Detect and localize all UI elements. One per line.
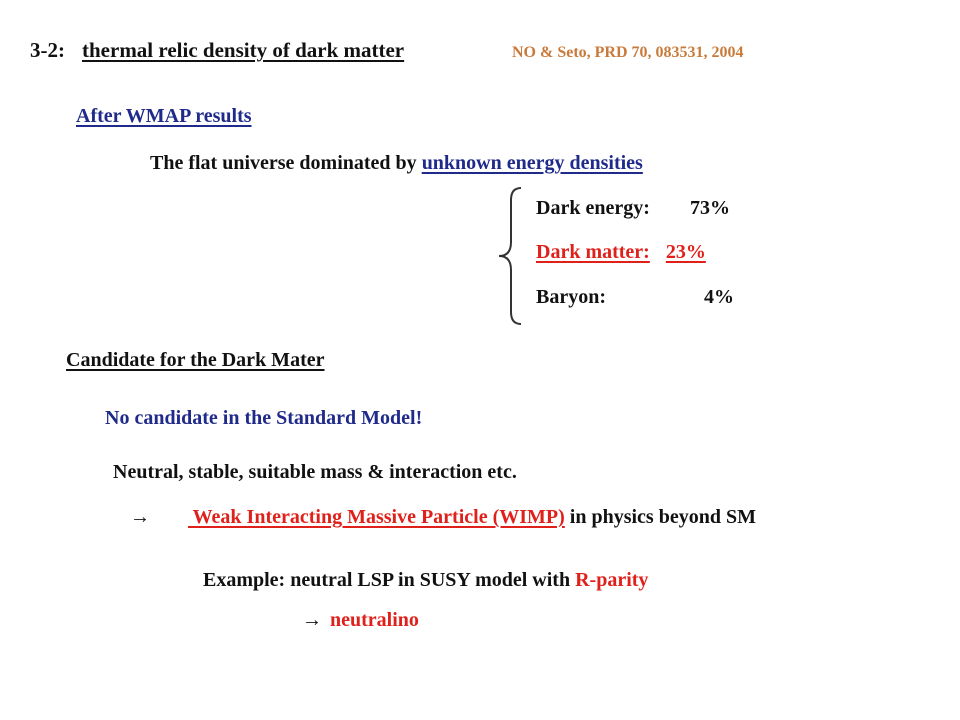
- example-prefix: Example: neutral LSP in SUSY model with: [203, 569, 576, 591]
- flat-universe-line: [150, 153, 643, 173]
- baryon-label: Baryon:: [536, 286, 606, 308]
- dark-matter-row: [536, 242, 706, 262]
- dark-matter-label: Dark matter:: [536, 241, 650, 263]
- arrow-right-icon: →: [302, 609, 322, 631]
- candidate-heading: Candidate for the Dark Mater: [66, 349, 325, 371]
- arrow-right-icon: →: [130, 506, 150, 528]
- reference-citation: NO & Seto, PRD 70, 083531, 2004: [512, 44, 744, 61]
- dark-energy-label: Dark energy:: [536, 197, 650, 219]
- neutralino: neutralino: [330, 609, 419, 631]
- no-candidate-line: No candidate in the Standard Model!: [105, 407, 423, 429]
- section-title: thermal relic density of dark matter: [82, 38, 405, 62]
- unknown-energy-densities: unknown energy densities: [421, 152, 643, 174]
- r-parity: R-parity: [575, 569, 649, 591]
- example-line: [203, 570, 648, 590]
- dark-energy-value: 73%: [690, 197, 730, 219]
- wimp-line: [130, 507, 756, 527]
- requirements-line: Neutral, stable, suitable mass & interaction etc.: [113, 461, 517, 483]
- wimp-link: Weak Interacting Massive Particle (WIMP): [188, 506, 565, 528]
- section-number: 3-2:: [30, 38, 65, 62]
- wimp-suffix: in physics beyond SM: [564, 506, 756, 528]
- after-wmap-heading: After WMAP results: [76, 105, 252, 127]
- neutralino-line: [302, 610, 419, 630]
- dark-matter-value: 23%: [665, 241, 706, 263]
- baryon-value: 4%: [704, 286, 734, 308]
- flat-universe-prefix: The flat universe dominated by: [150, 152, 422, 174]
- brace-icon: [495, 186, 525, 326]
